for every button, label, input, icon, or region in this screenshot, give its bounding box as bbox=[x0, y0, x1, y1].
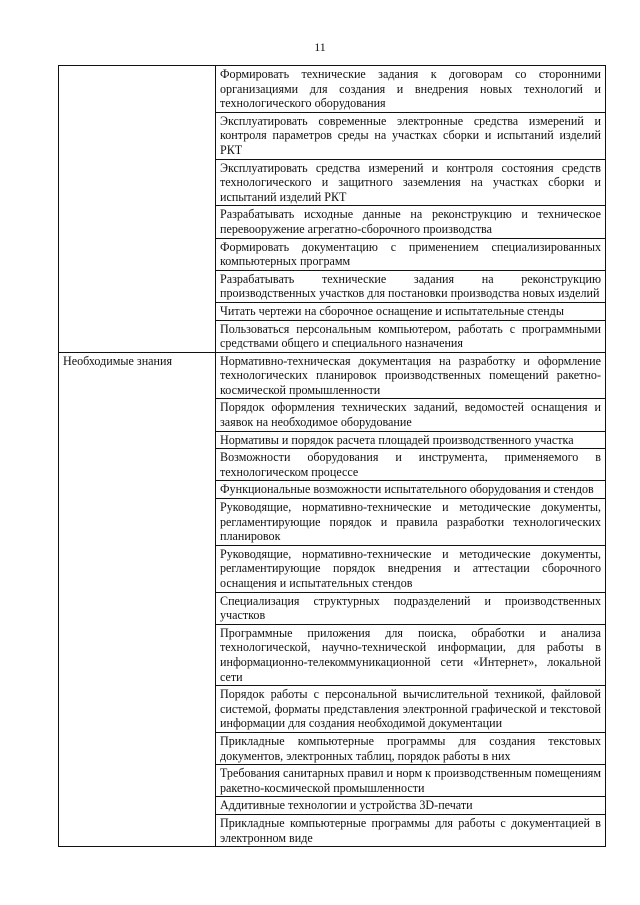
requirement-item: Аддитивные технологии и устройства 3D-печати bbox=[216, 797, 606, 815]
requirement-item: Разрабатывать технические задания на реконструкцию производственных участков для постановки производства новых изделий bbox=[216, 270, 606, 302]
page-number: 11 bbox=[314, 40, 326, 54]
requirement-item: Требования санитарных правил и норм к производственным помещениям ракетно-космической промышленности bbox=[216, 765, 606, 797]
section-label: Необходимые знания bbox=[59, 352, 216, 846]
competency-table-body bbox=[59, 66, 606, 847]
requirement-item: Прикладные компьютерные программы для создания текстовых документов, электронных таблиц, порядок работы в них bbox=[216, 732, 606, 764]
requirement-item: Эксплуатировать современные электронные средства измерений и контроля параметров среды на участках сборки и испытаний изделий РКТ bbox=[216, 112, 606, 159]
requirement-item: Программные приложения для поиска, обработки и анализа технологической, научно-технической информации, для работы в информационно-телекоммуникационной сети «Интернет», локальной сети bbox=[216, 624, 606, 685]
requirement-item: Эксплуатировать средства измерений и контроля состояния средств технологического и защитного заземления на участках сборки и испытаний изделий РКТ bbox=[216, 159, 606, 206]
requirement-item: Разрабатывать исходные данные на реконструкцию и техническое перевооружение агрегатно-сборочного производства bbox=[216, 206, 606, 238]
requirement-item: Руководящие, нормативно-технические и методические документы, регламентирующие порядок внедрения и аттестации сборочного оснащения и испытательных стендов bbox=[216, 545, 606, 592]
requirement-item: Порядок работы с персональной вычислительной техникой, файловой системой, форматы представления электронной графической и текстовой информации для создания необходимой документации bbox=[216, 686, 606, 733]
table-row bbox=[59, 66, 606, 113]
requirement-item: Возможности оборудования и инструмента, применяемого в технологическом процессе bbox=[216, 449, 606, 481]
requirement-item: Специализация структурных подразделений и производственных участков bbox=[216, 592, 606, 624]
requirement-item: Читать чертежи на сборочное оснащение и испытательные стенды bbox=[216, 302, 606, 320]
requirement-item: Формировать технические задания к договорам со сторонними организациями для создания и внедрения новых технологий и технологического оборудования bbox=[216, 66, 606, 113]
table-row bbox=[59, 352, 606, 399]
competency-table bbox=[58, 65, 606, 847]
requirement-item: Порядок оформления технических заданий, ведомостей оснащения и заявок на необходимое оборудование bbox=[216, 399, 606, 431]
section-label bbox=[59, 66, 216, 353]
requirement-item: Нормативы и порядок расчета площадей производственного участка bbox=[216, 431, 606, 449]
requirement-item: Прикладные компьютерные программы для работы с документацией в электронном виде bbox=[216, 814, 606, 846]
requirement-item: Пользоваться персональным компьютером, работать с программными средствами общего и специального назначения bbox=[216, 320, 606, 352]
requirement-item: Руководящие, нормативно-технические и методические документы, регламентирующие порядок и правила разработки технологических планировок bbox=[216, 499, 606, 546]
requirement-item: Функциональные возможности испытательного оборудования и стендов bbox=[216, 481, 606, 499]
requirement-item: Нормативно-техническая документация на разработку и оформление технологических планировок производственных помещений ракетно-космической промышленности bbox=[216, 352, 606, 399]
requirement-item: Формировать документацию с применением специализированных компьютерных программ bbox=[216, 238, 606, 270]
